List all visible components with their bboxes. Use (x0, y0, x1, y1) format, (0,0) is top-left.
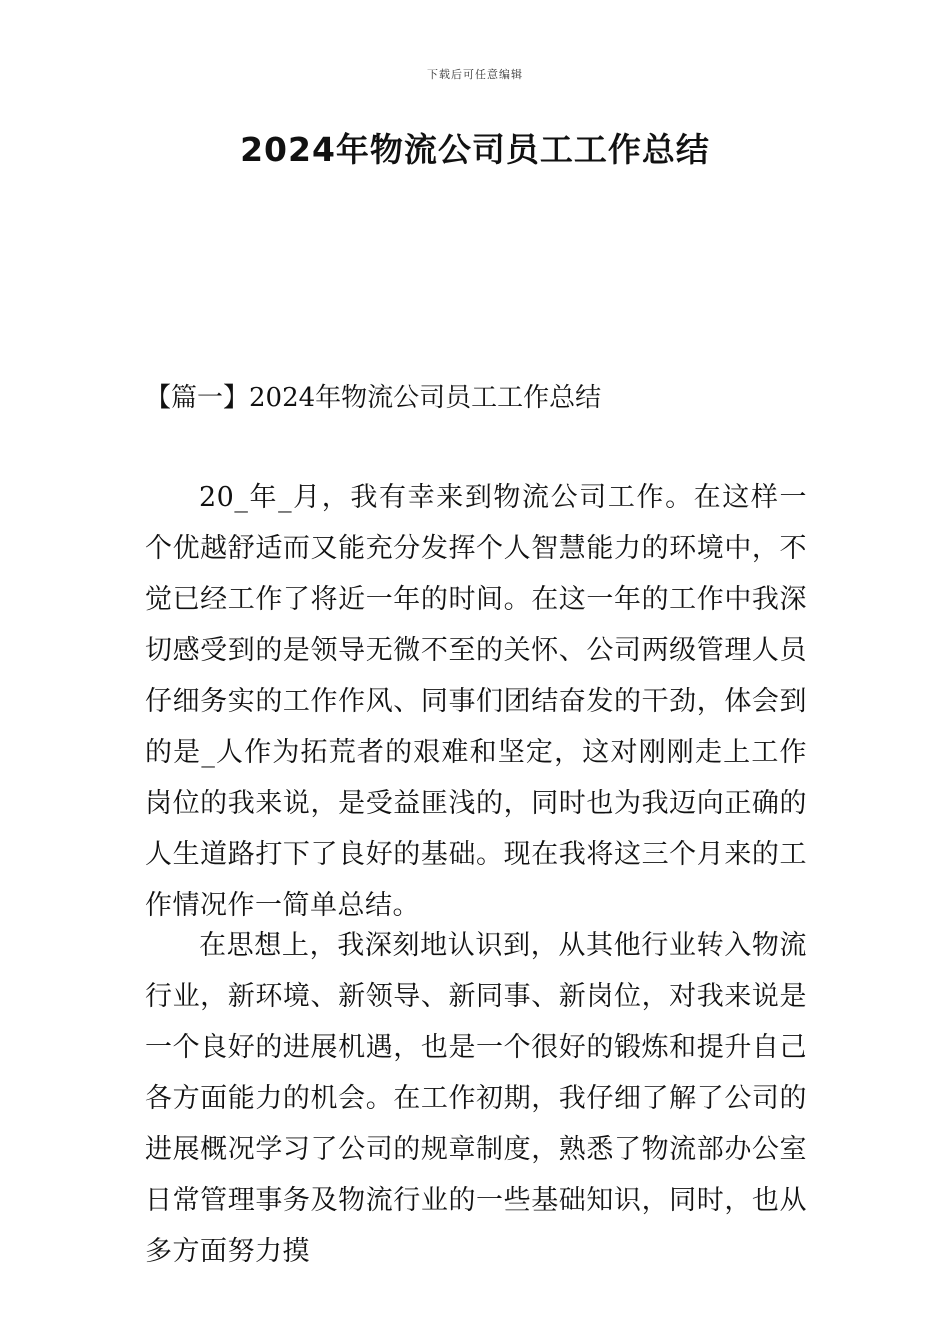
body-paragraph-2: 在思想上，我深刻地认识到，从其他行业转入物流行业，新环境、新领导、新同事、新岗位，对我来说是一个良好的进展机遇，也是一个很好的锻炼和提升自己各方面能力的机会。在工作初期，我仔细了解了公司的进展概况学习了公司的规章制度，熟悉了物流部办公室日常管理事务及物流行业的一些基础知识，同时，也从多方面努力摸 (145, 930, 807, 1267)
section-heading: 【篇一】2024年物流公司员工工作总结 (145, 383, 602, 413)
header-note: 下载后可任意编辑 (427, 68, 523, 81)
document-title: 2024年物流公司员工工作总结 (240, 130, 710, 169)
body-paragraph-1: 20_年_月，我有幸来到物流公司工作。在这样一个优越舒适而又能充分发挥个人智慧能力的环境中，不觉已经工作了将近一年的时间。在这一年的工作中我深切感受到的是领导无微不至的关怀、公司两级管理人员仔细务实的工作作风、同事们团结奋发的干劲，体会到的是_人作为拓荒者的艰难和坚定，这对刚刚走上工作岗位的我来说，是受益匪浅的，同时也为我迈向正确的人生道路打下了良好的基础。现在我将这三个月来的工作情况作一简单总结。 (145, 482, 807, 921)
